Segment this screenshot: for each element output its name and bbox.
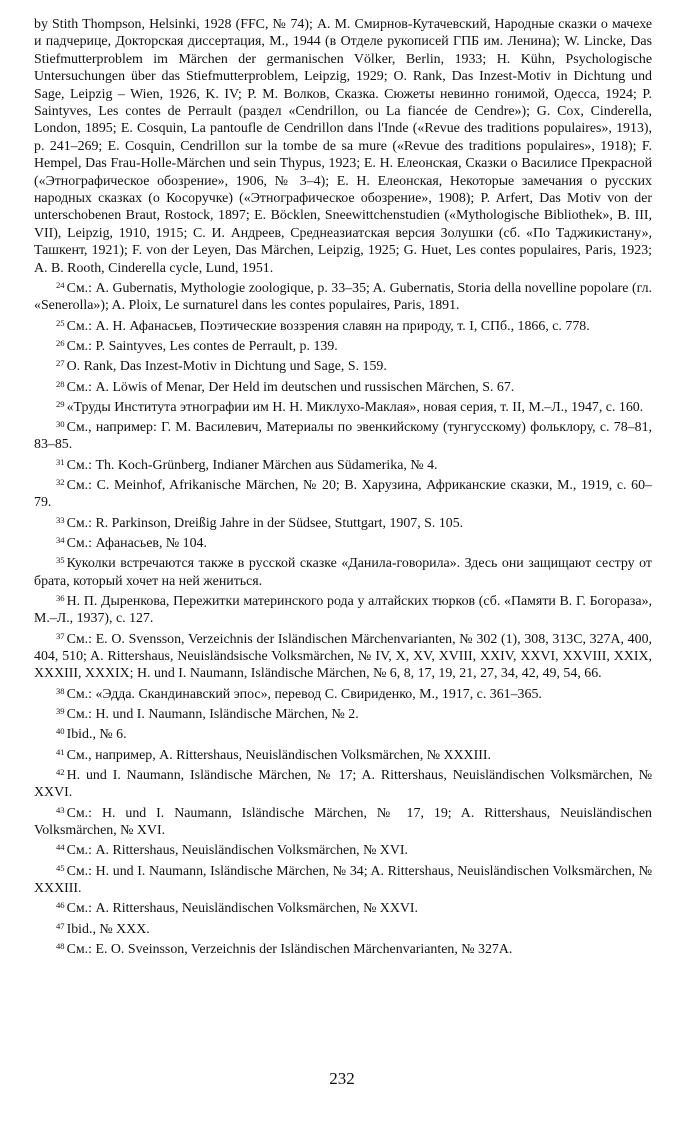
- footnote-text: См.: Афанасьев, № 104.: [66, 536, 207, 551]
- footnote-number: 39: [56, 706, 65, 717]
- footnote-number: 36: [56, 593, 65, 604]
- footnote-number: 37: [56, 630, 65, 641]
- footnote-text: См., например: Г. М. Василевич, Материалы по эвенкийскому (тунгусскому) фольклору, с. 78–81, 83–85.: [34, 420, 652, 453]
- footnote: [34, 416, 652, 454]
- footnote: [34, 703, 652, 723]
- footnote: [34, 918, 652, 938]
- footnote-number: 45: [56, 862, 65, 873]
- footnote-text: См.: Th. Koch-Grünberg, Indianer Märchen aus Südamerika, № 4.: [66, 457, 438, 473]
- footnote-number: 34: [56, 535, 65, 546]
- footnote-text: См.: E. O. Sveinsson, Verzeichnis der Isländischen Märchenvarianten, № 327A.: [66, 941, 513, 957]
- footnote-number: 44: [56, 842, 65, 853]
- footnote: [34, 897, 652, 917]
- footnote-text: H. und I. Naumann, Isländische Märchen, № 17; A. Rittershaus, Neuisländischen Volksmärchen, № XXVI.: [34, 767, 652, 801]
- footnote: [34, 860, 652, 898]
- footnote-number: 31: [56, 456, 65, 467]
- footnote-number: 26: [56, 338, 65, 349]
- footnote-number: 46: [56, 900, 65, 911]
- footnote: [34, 396, 652, 416]
- footnote-number: 25: [56, 317, 65, 328]
- footnote-number: 42: [56, 767, 65, 777]
- footnote: [34, 315, 652, 335]
- footnote-number: 41: [56, 746, 65, 757]
- footnote-text: См.: A. Löwis of Menar, Der Held im deutschen und russischen Märchen, S. 67.: [66, 379, 515, 395]
- footnote-number: 47: [56, 920, 65, 931]
- footnote-text: См.: H. und I. Naumann, Isländische Märchen, № 2.: [66, 707, 359, 723]
- footnote-text: См.: P. Saintyves, Les contes de Perrault, p. 139.: [66, 338, 338, 354]
- footnote-text: См.: A. Rittershaus, Neuisländischen Volksmärchen, № XVI.: [66, 843, 408, 859]
- notes-page: [34, 16, 652, 958]
- footnote-text: Ibid., № 6.: [66, 727, 127, 743]
- footnotes-list: [34, 277, 652, 958]
- footnote: [34, 474, 652, 512]
- footnote: [34, 628, 652, 683]
- footnote: [34, 764, 652, 802]
- footnote: [34, 454, 652, 474]
- footnote-text: Н. П. Дыренкова, Пережитки материнского рода у алтайских тюрков (сб. «Памяти В. Г. Богораза», М.–Л., 1937), с. 127.: [34, 593, 652, 627]
- footnote-number: 48: [56, 940, 65, 951]
- footnote: [34, 552, 652, 590]
- footnote-text: См.: E. O. Svensson, Verzeichnis der Isländischen Märchenvarianten, № 302 (1), 308, 313C, 327A, 400, 404, 510; A. Rittershaus, Neuisländsische Volksmärchen, № IV, X, XV, XVIII, XXIV, XXVI, XXVIII, XXIX, XXXIII, XXXIX; H. und I. Naumann, Isländische Märchen, № 6, 8, 17, 19, 21, 27, 34, 42, 49, 54, 66.: [34, 631, 652, 682]
- page-number: 232: [329, 1069, 355, 1088]
- footnote-text: Ibid., № XXX.: [66, 921, 150, 937]
- footnote: [34, 512, 652, 532]
- footnote: [34, 355, 652, 375]
- footnote-text: «Труды Института этнографии им Н. Н. Миклухо-Маклая», новая серия, т. II, М.–Л., 1947, с. 160.: [66, 399, 644, 415]
- footnote-number: 40: [56, 726, 65, 737]
- footnote: [34, 277, 652, 315]
- footnote-text: См.: R. Parkinson, Dreißig Jahre in der Südsee, Stuttgart, 1907, S. 105.: [66, 515, 464, 531]
- footnote: [34, 744, 652, 764]
- footnote: [34, 590, 652, 628]
- footnote: [34, 683, 652, 703]
- footnote: [34, 335, 652, 355]
- footnote-number: 32: [56, 477, 65, 488]
- footnote-number: 33: [56, 514, 65, 525]
- footnote-number: 24: [56, 280, 65, 291]
- footnote-number: 28: [56, 378, 65, 389]
- bibliography-continuation: by Stith Thompson, Helsinki, 1928 (FFC, № 74); А. М. Смирнов-Кутачевский, Народные сказки о мачехе и падчерице, Докторская диссертация, М., 1944 (в Отделе рукописей ГПБ им. Ленина); W. Lincke, Das Stiefmutterproblem im Märchen der germanischen Völker, Berlin, 1933; H. Kühn, Psychologische Untersuchungen über das Stiefmutterproblem, Leipzig, 1929; O. Rank, Das Inzest-Motiv in Dichtung und Sage, Leipzig – Wien, 1926, K. IV; Р. М. Волков, Сказка. Сюжеты невинно гонимой, Одесса, 1924; P. Saintyves, Les contes de Perrault (раздел «Cendrillon, ou La fiancée de Cendre»); G. Cox, Cinderella, London, 1895; E. Cosquin, La pantoufle de Cendrillon dans l'Inde («Revue des traditions populaires», 1913), p. 241–269; E. Cosquin, Cendrillon sur la tombe de sa mure («Revue des traditions populaires», 1918); F. Hempel, Das Frau-Holle-Märchen und sein Thypus, 1923; Е. Н. Елеонская, Сказки о Василисе Прекрасной («Этнографическое обозрение», 1906, № 3–4); Е. Н. Елеонская, Некоторые замечания о русских народных сказках (о Косоручке) («Этнографическое обозрение», 1908); P. Arfert, Das Motiv von der unterschobenen Braut, Rostock, 1897; E. Böcklen, Sneewittchenstudien («Mythologische Bibliothek», B. III, VII), Leipzig, 1910, 1915; С. И. Андреев, Среднеазиатская версия Золушки (сб. «По Таджикистану», Ташкент, 1921); F. von der Leyen, Das Märchen, Leipzig, 1925; G. Huet, Les contes populaires, Paris, 1923; A. B. Rooth, Cinderella cycle, Lund, 1951.: [34, 17, 652, 276]
- footnote-text: O. Rank, Das Inzest-Motiv in Dichtung und Sage, S. 159.: [66, 359, 387, 375]
- footnote: [34, 839, 652, 859]
- footnote-number: 30: [56, 419, 65, 430]
- footnote-number: 27: [56, 358, 65, 369]
- footnote-text: См.: H. und I. Naumann, Isländische Märchen, № 34; A. Rittershaus, Neuisländischen Volksmärchen, № XXXIII.: [34, 863, 652, 896]
- footnote: [34, 723, 652, 743]
- footnote-text: См., например, A. Rittershaus, Neuisländischen Volksmärchen, № XXXIII.: [66, 747, 491, 763]
- footnote-text: См.: A. Rittershaus, Neuisländischen Volksmärchen, № XXVI.: [66, 901, 418, 917]
- footnote: [34, 802, 652, 840]
- footnote-number: 29: [56, 398, 65, 409]
- footnote-text: См.: «Эдда. Скандинавский эпос», перевод С. Свириденко, М., 1917, с. 361–365.: [66, 686, 542, 702]
- footnote-text: Куколки встречаются также в русской сказке «Данила-говорила». Здесь они защищают сестру от брата, который хочет на ней жениться.: [34, 556, 652, 589]
- footnote-text: См.: A. Gubernatis, Mythologie zoologique, p. 33–35; A. Gubernatis, Storia della novelline popolare (гл. «Senerolla»); A. Ploix, Le surnaturel dans les contes populaires, Paris, 1891.: [34, 280, 652, 314]
- footnote-text: См.: C. Meinhof, Afrikanische Märchen, № 20; В. Харузина, Африканские сказки, М., 1919, с. 60–79.: [34, 478, 652, 511]
- footnote-number: 43: [56, 804, 65, 815]
- footnote: [34, 376, 652, 396]
- footnote-text: См.: H. und I. Naumann, Isländische Märchen, № 17, 19; A. Rittershaus, Neuisländischen Volksmärchen, № XVI.: [34, 805, 652, 838]
- footnote: [34, 938, 652, 958]
- footnote-number: 35: [56, 555, 65, 566]
- footnote: [34, 532, 652, 552]
- footnote-number: 38: [56, 685, 65, 696]
- footnote-text: См.: А. Н. Афанасьев, Поэтические воззрения славян на природу, т. I, СПб., 1866, с. 778.: [66, 318, 590, 334]
